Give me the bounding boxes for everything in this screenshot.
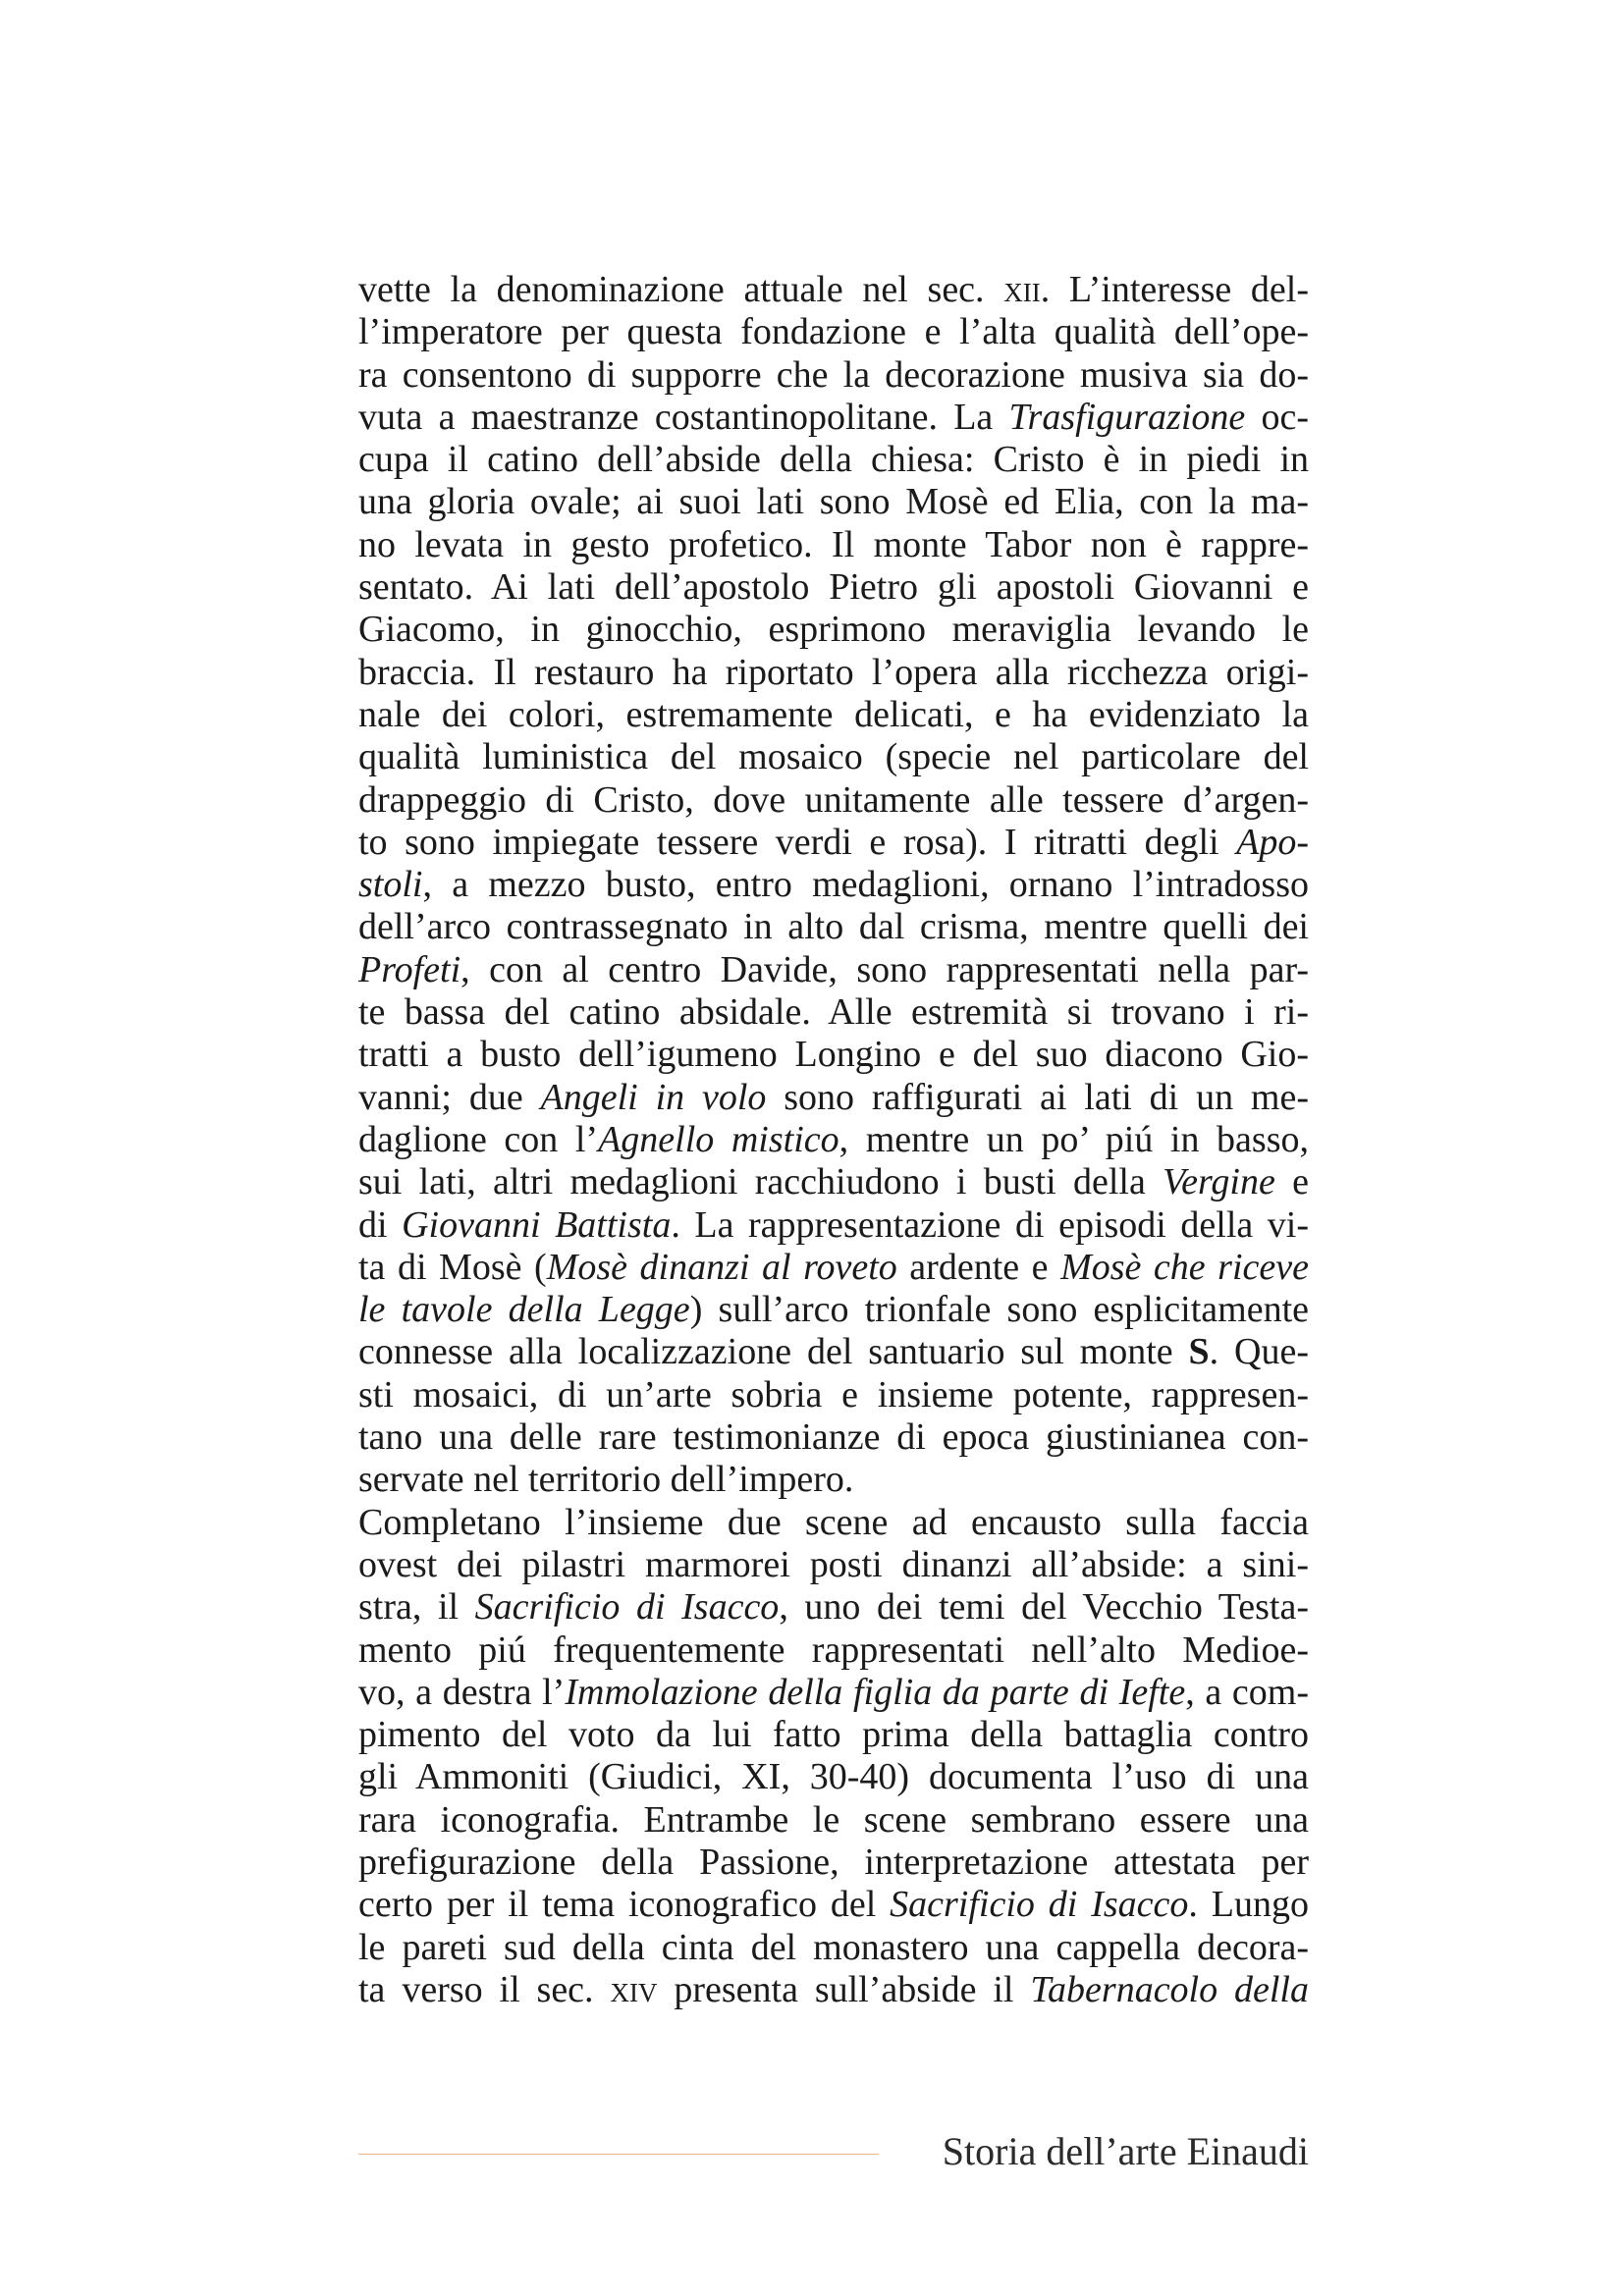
- text-segment: nale dei colori, estremamente delicati, e ha evidenziato la: [358, 693, 1309, 735]
- century-numeral: xii: [1003, 269, 1041, 310]
- footer-book-title: Storia dell’arte Einaudi: [942, 2129, 1309, 2173]
- text-line: [358, 1247, 1309, 1289]
- text-line: [358, 1119, 1309, 1161]
- text-segment: pimento del voto da lui fatto prima della battaglia contro: [358, 1714, 1309, 1756]
- text-line: [358, 1161, 1309, 1203]
- italic-title: Trasfigurazione: [1008, 396, 1246, 438]
- text-segment: . La rappresentazione di episodi della vi-: [671, 1203, 1310, 1246]
- text-segment: tano una delle rare testimonianze di epoca giustinianea con-: [358, 1416, 1309, 1459]
- century-numeral: xiv: [610, 1968, 658, 2010]
- text-line: [358, 566, 1309, 609]
- page-footer: [358, 2126, 1309, 2185]
- text-segment: sti mosaici, di un’arte sobria e insieme potente, rappresen-: [358, 1373, 1309, 1415]
- text-segment: servate nel territorio dell’impero.: [358, 1459, 854, 1501]
- italic-title: Mosè che riceve: [1060, 1246, 1309, 1288]
- text-line: [358, 736, 1309, 778]
- text-segment: ta di Mosè (: [358, 1246, 547, 1288]
- text-segment: di: [358, 1203, 403, 1246]
- text-line: [358, 906, 1309, 948]
- italic-title: stoli: [358, 864, 423, 906]
- italic-title: Vergine: [1163, 1161, 1275, 1203]
- text-segment: . Lungo: [1188, 1884, 1309, 1926]
- text-line: [358, 1289, 1309, 1331]
- text-line: [358, 822, 1309, 864]
- text-line: [358, 1416, 1309, 1459]
- text-line: [358, 991, 1309, 1034]
- italic-title: Agnello mistico: [598, 1118, 839, 1160]
- text-segment: . Que-: [1209, 1331, 1309, 1373]
- text-segment: , mentre un po’ piú in basso,: [839, 1118, 1309, 1160]
- text-segment: una gloria ovale; ai suoi lati sono Mosè ed Elia, con la ma-: [358, 481, 1309, 523]
- text-segment: drappeggio di Cristo, dove unitamente alle tessere d’argen-: [358, 778, 1309, 821]
- text-line: [358, 1884, 1309, 1926]
- text-line: [358, 1756, 1309, 1798]
- text-segment: ardente e: [896, 1246, 1061, 1288]
- text-segment: Completano l’insieme due scene ad encausto sulla faccia: [358, 1501, 1309, 1543]
- text-segment: vuta a maestranze costantinopolitane. La: [358, 396, 1009, 438]
- text-segment: stra, il: [358, 1586, 475, 1629]
- text-line: [358, 694, 1309, 736]
- italic-title: Profeti: [358, 948, 461, 990]
- text-segment: tratti a busto dell’igumeno Longino e del suo diacono Gio-: [358, 1034, 1309, 1076]
- text-segment: ra consentono di supporre che la decorazione musiva sia do-: [358, 353, 1309, 396]
- text-segment: rara iconografia. Entrambe le scene sembrano essere una: [358, 1798, 1309, 1841]
- text-segment: no levata in gesto profetico. Il monte Tabor non è rappre-: [358, 523, 1309, 565]
- text-line: [358, 1331, 1309, 1373]
- text-segment: oc-: [1245, 396, 1309, 438]
- italic-title: Apo-: [1236, 821, 1309, 863]
- footer-rule: [358, 2154, 879, 2155]
- italic-title: Tabernacolo della: [1030, 1968, 1309, 2010]
- text-segment: ) sull’arco trionfale sono esplicitamente: [689, 1289, 1309, 1331]
- text-segment: daglione con l’: [358, 1118, 599, 1160]
- text-line: [358, 1077, 1309, 1119]
- text-segment: , uno dei temi del Vecchio Testa-: [779, 1586, 1310, 1629]
- text-line: [358, 949, 1309, 991]
- text-line: [358, 1629, 1309, 1672]
- text-segment: vette la denominazione attuale nel sec.: [358, 269, 1004, 310]
- text-line: [358, 1842, 1309, 1884]
- text-segment: Giacomo, in ginocchio, esprimono meraviglia levando le: [358, 609, 1309, 651]
- text-line: [358, 439, 1309, 481]
- text-line: [358, 1799, 1309, 1842]
- text-line: [358, 1459, 1309, 1501]
- text-segment: e: [1274, 1161, 1309, 1203]
- text-segment: gli Ammoniti (Giudici, XI, 30-40) documenta l’uso di una: [358, 1756, 1309, 1798]
- text-segment: ovest dei pilastri marmorei posti dinanzi all’abside: a sini-: [358, 1543, 1309, 1585]
- text-segment: braccia. Il restauro ha riportato l’opera alla ricchezza origi-: [358, 651, 1309, 693]
- text-segment: te bassa del catino absidale. Alle estremità si trovano i ri-: [358, 991, 1309, 1034]
- text-segment: to sono impiegate tessere verdi e rosa). I ritratti degli: [358, 821, 1237, 863]
- text-line: [358, 354, 1309, 397]
- text-segment: mento piú frequentemente rappresentati nell’alto Medioe-: [358, 1629, 1309, 1671]
- text-segment: sui lati, altri medaglioni racchiudono i busti della: [358, 1161, 1163, 1203]
- text-line: [358, 1969, 1309, 2011]
- text-segment: sono raffigurati ai lati di un me-: [766, 1076, 1309, 1118]
- text-segment: connesse alla localizzazione del santuario sul monte: [358, 1331, 1189, 1373]
- text-line: [358, 652, 1309, 694]
- text-line: [358, 1544, 1309, 1586]
- italic-title: le tavole della Legge: [358, 1289, 690, 1331]
- text-line: [358, 779, 1309, 822]
- italic-title: Sacrificio di Isacco: [474, 1586, 780, 1629]
- text-segment: , a com-: [1185, 1671, 1309, 1713]
- text-segment: prefigurazione della Passione, interpretazione attestata per: [358, 1841, 1309, 1883]
- text-segment: , a mezzo busto, entro medaglioni, ornano l’intradosso: [422, 864, 1309, 906]
- italic-title: Giovanni Battista: [402, 1203, 672, 1246]
- text-segment: l’imperatore per questa fondazione e l’alta qualità dell’ope-: [358, 311, 1309, 353]
- text-line: [358, 1502, 1309, 1544]
- text-line: [358, 1034, 1309, 1076]
- text-line: [358, 1374, 1309, 1416]
- text-segment: cupa il catino dell’abside della chiesa: Cristo è in piedi in: [358, 439, 1309, 481]
- text-line: [358, 311, 1309, 353]
- italic-title: Sacrificio di Isacco: [890, 1884, 1189, 1926]
- text-line: [358, 524, 1309, 566]
- text-line: [358, 269, 1309, 311]
- text-line: [358, 397, 1309, 439]
- text-segment: . L’interesse del-: [1040, 269, 1310, 310]
- bold-reference: S: [1188, 1331, 1210, 1373]
- text-line: [358, 864, 1309, 906]
- page-body-text: [358, 269, 1309, 2011]
- text-line: [358, 1204, 1309, 1247]
- text-line: [358, 481, 1309, 523]
- text-line: [358, 1714, 1309, 1756]
- italic-title: Immolazione della figlia da parte di Iefte: [565, 1671, 1186, 1713]
- text-segment: ta verso il sec.: [358, 1968, 611, 2010]
- text-segment: certo per il tema iconografico del: [358, 1884, 891, 1926]
- text-segment: vanni; due: [358, 1076, 541, 1118]
- text-segment: le pareti sud della cinta del monastero una cappella decora-: [358, 1926, 1309, 1968]
- text-segment: vo, a destra l’: [358, 1671, 566, 1713]
- italic-title: Angeli in volo: [540, 1076, 767, 1118]
- text-segment: presenta sull’abside il: [657, 1968, 1031, 2010]
- text-line: [358, 1672, 1309, 1714]
- text-segment: dell’arco contrassegnato in alto dal crisma, mentre quelli dei: [358, 906, 1309, 948]
- text-line: [358, 1586, 1309, 1629]
- text-segment: , con al centro Davide, sono rappresentati nella par-: [460, 948, 1309, 990]
- text-line: [358, 609, 1309, 651]
- text-segment: sentato. Ai lati dell’apostolo Pietro gli apostoli Giovanni e: [358, 566, 1309, 609]
- text-segment: qualità luministica del mosaico (specie nel particolare del: [358, 736, 1309, 778]
- italic-title: Mosè dinanzi al roveto: [546, 1246, 897, 1288]
- text-line: [358, 1927, 1309, 1969]
